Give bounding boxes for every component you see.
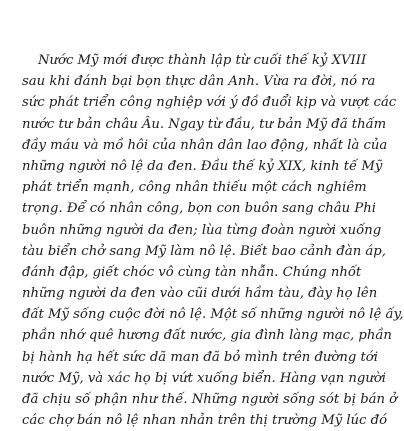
text-line: các chợ bán nô lệ nhan nhản trên thị trường Mỹ lúc đó [22, 413, 388, 429]
text-line: trọng. Để có nhân công, bọn con buôn sang châu Phi [22, 201, 376, 217]
text-line: sức phát triển công nghiệp với ý đồ đuổi kịp và vượt các [22, 95, 397, 111]
text-line: nước tư bản châu Âu. Ngay từ đầu, tư bản Mỹ đã thấm [22, 116, 387, 132]
text-line: Nước Mỹ mới được thành lập từ cuối thế kỷ XVIII [38, 53, 367, 68]
text-line: tàu biển chở sang Mỹ làm nô lệ. Biết bao cảnh đàn áp, [22, 243, 386, 259]
text-line: những người da đen vào cũi dưới hầm tàu, đày họ lên [22, 286, 378, 302]
body-paragraph [22, 50, 404, 431]
text-line: buôn những người da đen; lùa từng đoàn người xuống [22, 222, 382, 238]
text-line: phần nhớ quê hương đất nước, gia đình làng mạc, phần [22, 328, 392, 344]
text-line: phát triển mạnh, công nhân thiếu một cách nghiêm [22, 180, 367, 196]
text-line: đất Mỹ sống cuộc đời nô lệ. Một số những người nô lệ ấy, [22, 307, 404, 323]
text-line: đánh đập, giết chóc vô cùng tàn nhẫn. Chúng nhốt [22, 264, 362, 280]
text-line: đầy máu và mồ hôi của nhân dân lao động, nhất là của [22, 137, 388, 153]
text-line: đã chịu số phận như thế. Những người sống sót bị bán ở [22, 392, 398, 407]
text-line: những người nô lệ da đen. Đầu thế kỷ XIX, kinh tế Mỹ [22, 158, 383, 174]
text-line: sau khi đánh bại bọn thực dân Anh. Vừa ra đời, nó ra [22, 74, 376, 90]
text-line: nước Mỹ, và xác họ bị vứt xuống biển. Hàng vạn người [22, 370, 386, 386]
text-line: bị hành hạ hết sức dã man đã bỏ mình trên đường tới [22, 349, 378, 365]
